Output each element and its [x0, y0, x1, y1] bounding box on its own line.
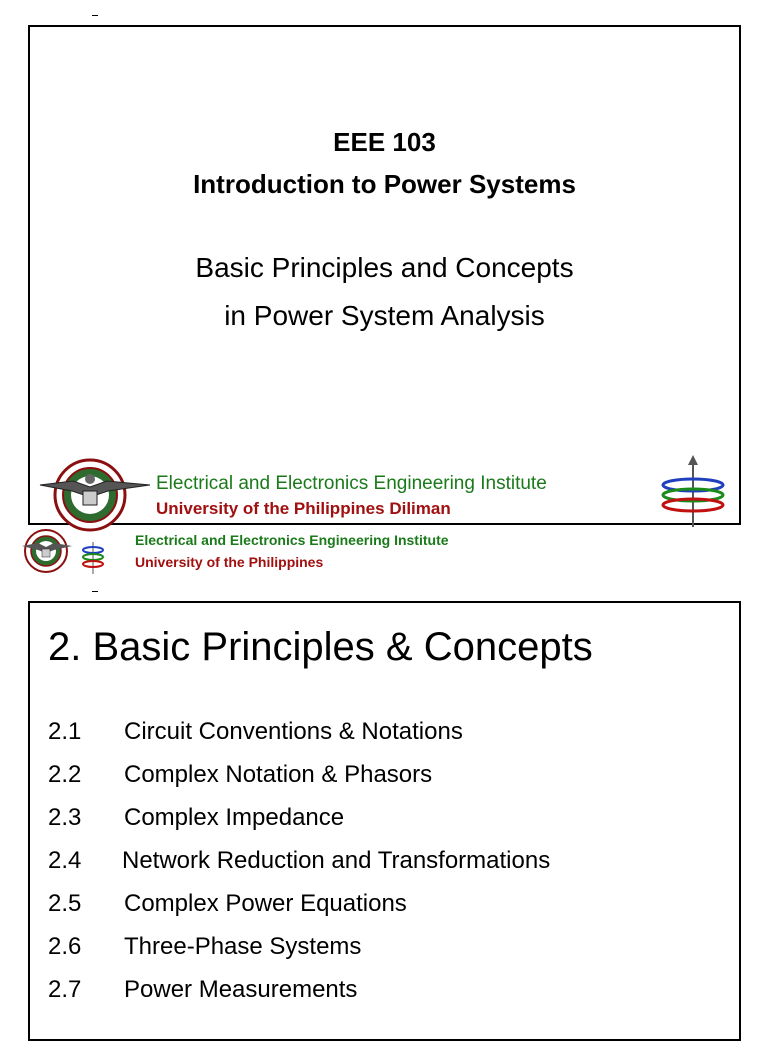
footer-university-name: University of the Philippines: [135, 554, 324, 570]
topic-label: Power Measurements: [124, 976, 358, 1003]
topic-label: Network Reduction and Transformations: [122, 847, 551, 874]
topic-number: 2.7: [48, 976, 82, 1003]
topic-item: [48, 761, 432, 789]
topic-number: 2.6: [48, 933, 82, 960]
topic-item: [48, 718, 463, 746]
topic-item: [48, 847, 550, 875]
topic-item: [48, 890, 407, 918]
topic-item: [48, 804, 344, 832]
course-title: Introduction to Power Systems: [193, 169, 576, 199]
topic-label: Complex Notation & Phasors: [124, 761, 433, 788]
topic-item: [48, 933, 361, 961]
slide-title: 2. Basic Principles & Concepts: [48, 625, 593, 669]
topic-number: 2.2: [48, 761, 82, 788]
topic-label: Circuit Conventions & Notations: [124, 718, 463, 745]
topic-number: 2.3: [48, 804, 82, 831]
up-seal-small-icon: [22, 528, 74, 574]
lecture-subtitle-line-1: Basic Principles and Concepts: [195, 252, 574, 283]
eeei-coil-small-icon: [80, 540, 106, 574]
topic-label: Three-Phase Systems: [124, 933, 362, 960]
page-marker: [92, 15, 98, 16]
topic-number: 2.1: [48, 718, 82, 745]
topic-label: Complex Power Equations: [124, 890, 407, 917]
footer-institute-name: Electrical and Electronics Engineering Institute: [135, 532, 449, 548]
page-marker: [92, 591, 98, 592]
lecture-subtitle-line-2: in Power System Analysis: [224, 300, 545, 331]
eeei-coil-logo-icon: [658, 455, 728, 530]
up-seal-icon: [38, 457, 153, 532]
topic-number: 2.5: [48, 890, 82, 917]
topic-item: [48, 976, 357, 1004]
topic-number: 2.4: [48, 847, 82, 874]
institute-name: Electrical and Electronics Engineering Institute: [156, 473, 547, 494]
title-slide: [28, 25, 741, 525]
topic-label: Complex Impedance: [124, 804, 345, 831]
university-name: University of the Philippines Diliman: [156, 499, 451, 518]
course-code: EEE 103: [333, 127, 436, 157]
topics-slide: [28, 601, 741, 1041]
